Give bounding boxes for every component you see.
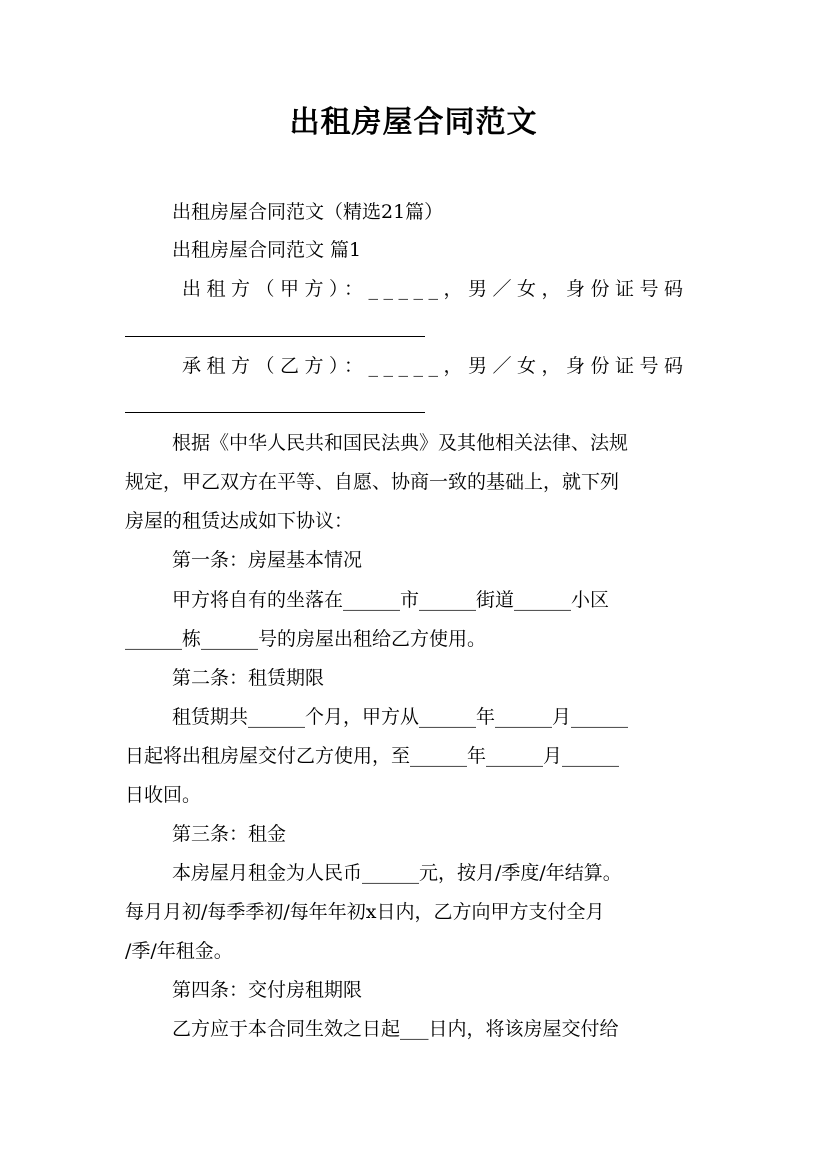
article-line: ______栋______号的房屋出租给乙方使用。	[125, 628, 487, 650]
article-heading: 第四条：交付房租期限	[172, 979, 363, 1001]
article-line: 日收回。	[125, 784, 202, 806]
intro-line: 规定，甲乙双方在平等、自愿、协商一致的基础上，就下列	[125, 471, 620, 493]
article-line: 租赁期共______个月，甲方从______年______月______	[172, 706, 629, 728]
article-heading: 第三条：租金	[172, 823, 287, 845]
intro-line: 根据《中华人民共和国民法典》及其他相关法律、法规	[172, 432, 629, 454]
section-heading: 出租房屋合同范文 篇1	[172, 239, 362, 261]
intro-line: 房屋的租赁达成如下协议：	[125, 510, 354, 532]
article-heading: 第一条：房屋基本情况	[172, 549, 363, 571]
party-b-id-blank	[125, 412, 425, 413]
article-line: 本房屋月租金为人民币______元，按月/季度/年结算。	[172, 862, 622, 884]
article-line: 每月月初/每季季初/每年年初x日内，乙方向甲方支付全月	[125, 901, 605, 923]
document-title: 出租房屋合同范文	[289, 105, 538, 140]
party-b-line: 承租方（乙方）：_____，男／女，身份证号码	[182, 355, 689, 377]
party-a-id-blank	[125, 336, 425, 337]
document-subtitle: 出租房屋合同范文（精选21篇）	[172, 201, 444, 223]
article-heading: 第二条：租赁期限	[172, 667, 325, 689]
article-line: 日起将出租房屋交付乙方使用，至______年______月______	[125, 745, 620, 767]
article-line: 甲方将自有的坐落在______市______街道______小区	[172, 589, 610, 611]
article-line: /季/年租金。	[125, 940, 233, 962]
article-line: 乙方应于本合同生效之日起___日内，将该房屋交付给	[172, 1018, 619, 1040]
party-a-line: 出租方（甲方）：_____，男／女，身份证号码	[182, 278, 689, 300]
